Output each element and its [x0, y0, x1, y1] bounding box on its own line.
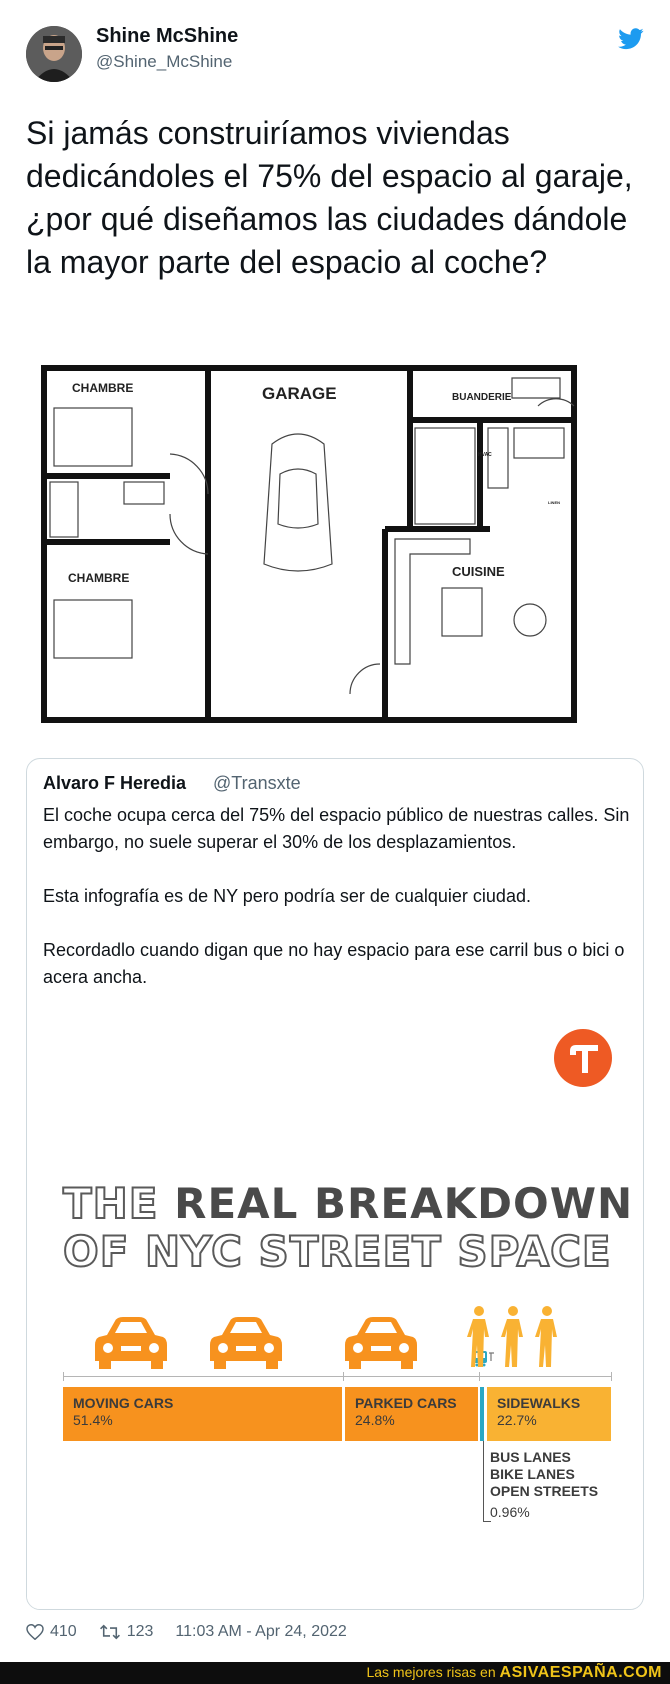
retweet-button[interactable]: [99, 1623, 160, 1641]
quoted-author-name[interactable]: Alvaro F Heredia: [43, 773, 187, 793]
like-count: 410: [50, 1623, 77, 1640]
bus-lanes-label: [490, 1449, 598, 1500]
svg-text:BUANDERIE: BUANDERIE: [452, 392, 512, 403]
quoted-paragraph: El coche ocupa cerca del 75% del espacio público de nuestras calles. Sin embargo, no suele superar el 30% de los desplazamientos.: [43, 805, 630, 852]
bus-lanes-value: 0.96%: [490, 1504, 530, 1520]
bar-label: MOVING CARS: [73, 1395, 174, 1411]
title-solid-words: REAL BREAKDOWN: [174, 1179, 634, 1228]
bus-label-line: BIKE LANES: [490, 1466, 575, 1482]
car-icon: [93, 1315, 169, 1371]
watermark-text[interactable]: [366, 1664, 662, 1682]
tweet-text: Si jamás construiríamos viviendas dedicándoles el 75% del espacio al garaje, ¿por qué diseñamos las ciudades dándole la mayor parte del espacio al coche?: [26, 115, 633, 280]
chart-tick: [63, 1372, 64, 1381]
chart-tick: [343, 1372, 344, 1381]
quoted-author-handle[interactable]: @Transxte: [213, 773, 301, 793]
bus-lanes-bracket: [483, 1441, 484, 1521]
bus-lanes-bracket: [483, 1521, 491, 1522]
svg-text:CHAMBRE: CHAMBRE: [72, 381, 134, 395]
bar-parked-cars: [345, 1387, 478, 1441]
author-name[interactable]: Shine McShine: [96, 25, 239, 47]
retweet-icon: [99, 1624, 121, 1640]
bus-label-line: OPEN STREETS: [490, 1483, 599, 1499]
infographic-title-line2: OF NYC STREET SPACE: [63, 1227, 612, 1276]
floor-plan-image: [40, 364, 640, 724]
retweet-count: 123: [126, 1623, 154, 1640]
svg-text:LINEN: LINEN: [548, 500, 560, 505]
heart-icon: [26, 1624, 44, 1640]
bar-bus-bike-lanes: [480, 1387, 484, 1441]
quoted-paragraph: Esta infografía es de NY pero podría ser de cualquier ciudad.: [43, 886, 531, 906]
tweet-actions: [26, 1623, 369, 1641]
tweet-timestamp: 11:03 AM - Apr 24, 2022: [175, 1623, 347, 1640]
pedestrian-icon: [531, 1305, 563, 1367]
svg-text:CHAMBRE: CHAMBRE: [68, 571, 130, 585]
bus-label-line: BUS LANES: [490, 1449, 571, 1465]
watermark-brand: ASIVAESPAÑA.COM: [499, 1664, 662, 1681]
bar-sidewalks: [487, 1387, 611, 1441]
svg-text:HVAC: HVAC: [478, 452, 492, 458]
pedestrian-icon: [463, 1305, 495, 1367]
watermark-prefix: Las mejores risas en: [366, 1664, 496, 1680]
tweet-timestamp-link[interactable]: [175, 1623, 352, 1641]
car-icon: [208, 1315, 284, 1371]
avatar-photo: [26, 26, 82, 82]
chart-axis-line: [63, 1376, 611, 1377]
quoted-paragraph: Recordadlo cuando digan que no hay espacio para ese carril bus o bici o acera ancha.: [43, 940, 625, 987]
infographic-image: [27, 999, 643, 1609]
svg-text:GARAGE: GARAGE: [262, 384, 337, 403]
bar-value: 24.8%: [355, 1412, 395, 1428]
bar-value: 22.7%: [497, 1412, 537, 1428]
quoted-tweet-card[interactable]: [26, 758, 644, 1610]
chart-tick: [611, 1372, 612, 1381]
author-avatar[interactable]: [26, 26, 82, 82]
quoted-tweet-text: [43, 802, 633, 991]
like-button[interactable]: [26, 1623, 83, 1641]
twitter-bird-icon[interactable]: [618, 28, 644, 50]
bar-value: 51.4%: [73, 1412, 113, 1428]
chart-tick: [479, 1372, 480, 1381]
transxte-logo-icon: [554, 1029, 612, 1087]
car-icon: [343, 1315, 419, 1371]
pedestrian-icon: [497, 1305, 529, 1367]
bar-label: PARKED CARS: [355, 1395, 457, 1411]
bar-label: SIDEWALKS: [497, 1395, 581, 1411]
title-outline-word: THE: [63, 1179, 175, 1228]
author-handle[interactable]: @Shine_McShine: [96, 52, 233, 71]
svg-text:CUISINE: CUISINE: [452, 564, 505, 579]
bar-moving-cars: [63, 1387, 342, 1441]
infographic-title-line1: [63, 1179, 633, 1228]
